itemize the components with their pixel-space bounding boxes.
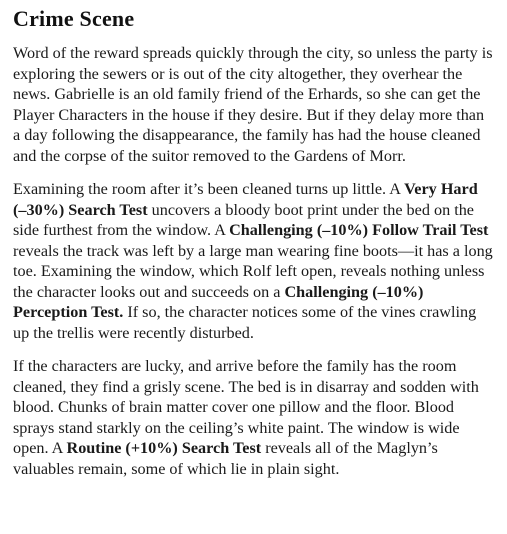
- text-segment: Word of the reward spreads quickly through the city, so unless the party is exploring the sewers or is out of the city altogether, they overhear the news. Gabrielle is an old family friend of the Erhards, so she can get the Player Characters in the house if they desire. But if they delay more than a day following the disappearance, the family has had the house cleaned and the corpse of the suitor removed to the Gardens of Morr.: [13, 44, 493, 165]
- text-segment: reveals all of the Maglyn’s valuables remain, some of which lie in plain sight.: [13, 439, 438, 478]
- section-heading: Crime Scene: [13, 6, 135, 31]
- paragraph-reward-news: [13, 43, 495, 166]
- test-name-search: Very Hard (–30%) Search Test: [13, 180, 478, 219]
- paragraph-examining-room: [13, 179, 495, 343]
- text-segment: If the characters are lucky, and arrive before the family has the room cleaned, they find a grisly scene. The bed is in disarray and sodden with blood. Chunks of brain matter cover one pillow and the floor. Blood sprays stand starkly on the ceiling’s white paint. The window is wide open. A: [13, 357, 479, 457]
- text-segment: Examining the room after it’s been cleaned turns up little. A: [13, 180, 405, 198]
- test-name-perception: Challenging (–10%) Perception Test.: [13, 282, 424, 321]
- text-segment: uncovers a bloody boot print under the bed on the side furthest from the window. A: [13, 200, 474, 239]
- test-name-follow-trail: Challenging (–10%) Follow Trail Test: [229, 221, 489, 239]
- test-name-routine-search: Routine (+10%) Search Test: [66, 439, 262, 457]
- text-segment: reveals the track was left by a large man wearing fine boots—it has a long toe. Examining the window, which Rolf left open, reveals nothing unless the character looks out and succeeds on a: [13, 241, 493, 301]
- paragraph-grisly-scene: [13, 356, 495, 479]
- text-segment: If so, the character notices some of the vines crawling up the trellis were recently disturbed.: [13, 303, 477, 342]
